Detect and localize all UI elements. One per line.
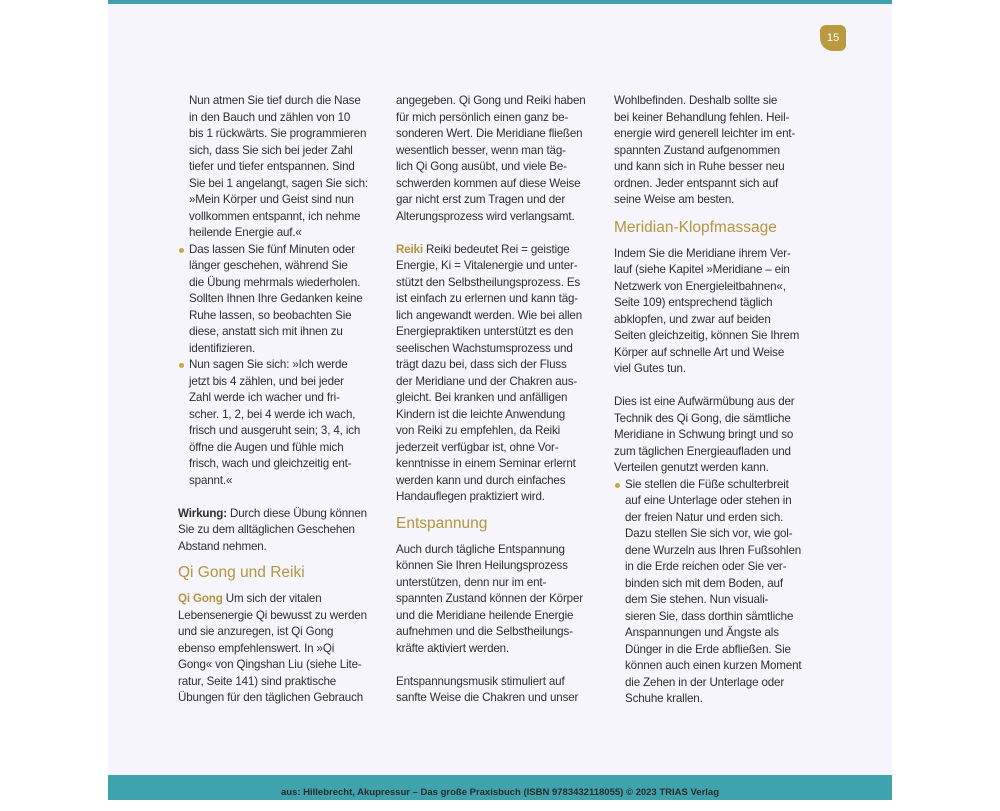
text-line: sich, dass Sie sich bei jeder Zahl: [189, 143, 353, 157]
text-line: sonderen Wert. Die Meridiane fließen: [396, 127, 583, 140]
text-line: jetzt bis 4 zählen, und bei jeder: [189, 374, 344, 388]
text-line: kräfte aktiviert werden.: [396, 641, 510, 655]
text-line: Gong« von Qingshan Liu (siehe Lite-: [178, 658, 362, 671]
text-line: für mich persönlich einen ganz be-: [396, 110, 569, 124]
text-line: ordnen. Jeder entspannt sich auf: [614, 176, 779, 190]
text-line: Dazu stellen Sie sich vor, wie gol-: [625, 527, 793, 540]
text-line: Alterungsprozess wird verlangsamt.: [396, 209, 575, 223]
text-line: ratur, Seite 141) sind praktische: [178, 674, 337, 688]
column-right: [614, 93, 814, 708]
text-line: energie wird generell leichter im ent-: [614, 127, 796, 140]
text-line: lauf (siehe Kapitel »Meridiane – ein: [614, 263, 790, 276]
text-line: ist einfach zu erlernen und kann täg-: [396, 292, 578, 305]
text-line: Kindern ist die leichte Anwendung: [396, 407, 566, 421]
text-line: Lebensenergie Qi bewusst zu werden: [178, 608, 367, 622]
text-line: Entspannungsmusik stimuliert auf: [396, 674, 565, 688]
text-line: Seiten gleichzeitig, können Sie Ihrem: [614, 329, 800, 342]
text-line: frisch, wach und gleichzeitig ent-: [189, 457, 352, 470]
text-line: und kann sich in Ruhe besser neu: [614, 160, 785, 173]
text-line: Wohlbefinden. Deshalb sollte sie: [614, 94, 778, 107]
text-line: länger geschehen, während Sie: [189, 259, 348, 272]
entspannung-paragraph: [396, 542, 596, 658]
text-line: Netzwerk von Energieleitbahnen«,: [614, 279, 786, 293]
text-line: werden kann und durch einfaches: [396, 473, 566, 487]
text-line: Das lassen Sie fünf Minuten oder: [178, 242, 378, 259]
text-line: Körper auf schnelle Art und Weise: [614, 345, 785, 359]
text-line: abklopfen, und zwar auf beiden: [614, 312, 771, 326]
text-line: viel Gutes tun.: [614, 362, 686, 375]
text-line: Ruhe lassen, so beobachten Sie: [189, 308, 352, 322]
reiki-line: [396, 242, 596, 259]
page-number-badge: 15: [820, 25, 846, 51]
text-line: Sollten Ihnen Ihre Gedanken keine: [189, 292, 363, 305]
bullet-item: [178, 357, 378, 489]
text-line: in den Bauch und zählen von 10: [189, 110, 351, 124]
text-line: sieren Sie, dass dorthin sämtliche: [625, 609, 794, 623]
text-line: seelischen Wachstumsprozess und: [396, 341, 573, 355]
text-line: von Reiki zu empfehlen, da Reiki: [396, 424, 561, 437]
qigong-paragraph: [178, 608, 378, 707]
qigong-text: Um sich der vitalen: [222, 592, 322, 605]
text-line: dem Sie stehen. Nun visuali-: [625, 593, 769, 606]
text-line: Seite 109) entsprechend täglich: [614, 296, 773, 309]
text-line: seine Weise am besten.: [614, 193, 735, 206]
text-line: die Übung mehrmals wiederholen.: [189, 275, 361, 289]
text-line: wesentlich besser, wenn man täg-: [396, 143, 566, 157]
continued-paragraph: [396, 93, 596, 225]
text-line: frisch und ausgeruht sein; 3, 4, ich: [189, 424, 361, 437]
wirkung-line: [178, 506, 378, 523]
top-accent-bar: [108, 0, 892, 4]
text-line: und sie anzuregen, ist Qi Gong: [178, 625, 334, 638]
text-line: kenntnisse in einem Seminar erlernt: [396, 457, 576, 470]
text-line: Nun atmen Sie tief durch die Nase: [189, 94, 361, 107]
qigong-line: [178, 591, 378, 608]
text-line: lich Qi Gong ausübt, und viele Be-: [396, 160, 567, 173]
text-line: Sie bei 1 angelangt, sagen Sie sich:: [189, 176, 368, 190]
text-line: Schuhe krallen.: [625, 692, 703, 705]
text-line: bis 1 rückwärts. Sie programmieren: [189, 127, 367, 140]
text-line: Zahl werde ich wacher und fri-: [189, 391, 340, 404]
text-line: trägt dazu bei, dass sich der Fluss: [396, 358, 567, 371]
text-line: identifizieren.: [189, 341, 256, 355]
text-line: Indem Sie die Meridiane ihrem Ver-: [614, 246, 791, 260]
text-line: tiefer und tiefer entspannen. Sind: [189, 160, 355, 173]
text-line: zum täglichen Energieaufladen und: [614, 444, 791, 458]
qigong-label: Qi Gong: [178, 592, 223, 605]
text-line: diese, anstatt sich mit ihnen zu: [189, 325, 343, 338]
text-line: vollkommen entspannt, ich nehme: [189, 209, 361, 223]
text-line: Auch durch tägliche Entspannung: [396, 542, 565, 556]
text-line: und die Meridiane heilende Energie: [396, 608, 574, 622]
text-line: unterstützen, denn nur im ent-: [396, 575, 547, 589]
text-line: können auch einen kurzen Moment: [625, 659, 802, 672]
text-line: Energiepraktiken unterstützt es den: [396, 325, 574, 338]
text-line: gar nicht erst zum Tragen und der: [396, 193, 566, 206]
text-line: Dies ist eine Aufwärmübung aus der: [614, 395, 795, 408]
text-line: Abstand nehmen.: [178, 539, 267, 553]
heading-meridian-klopfmassage: Meridian-Klopfmassage: [614, 218, 777, 236]
wirkung-text: Durch diese Übung können: [226, 506, 367, 520]
text-line: stützt den Selbstheilungsprozess. Es: [396, 275, 581, 289]
continued-paragraph: [614, 93, 814, 209]
intro-paragraph: [178, 93, 378, 242]
aufwaermuebung-paragraph: [614, 394, 814, 477]
klopfmassage-paragraph: [614, 246, 814, 378]
text-line: die Zehen in der Unterlage oder: [625, 675, 785, 689]
text-line: Anspannungen und Ängste als: [625, 626, 779, 639]
text-line: spannten Zustand aufgenommen: [614, 143, 780, 157]
wirkung-paragraph: [178, 522, 378, 555]
reiki-paragraph: [396, 258, 596, 506]
text-line: Sie stellen die Füße schulterbreit: [614, 477, 814, 494]
text-line: in die Erde reichen oder Sie ver-: [625, 560, 787, 573]
text-line: der freien Natur und erden sich.: [625, 510, 784, 524]
text-line: Energie, Ki = Vitalenergie und unter-: [396, 259, 578, 272]
text-line: scher. 1, 2, bei 4 werde ich wach,: [189, 407, 356, 421]
heading-entspannung: Entspannung: [396, 514, 488, 532]
text-line: öffne die Augen und fühle mich: [189, 440, 344, 454]
text-line: der Meridiane und der Chakren aus-: [396, 374, 578, 388]
text-line: Sie zu dem alltäglichen Geschehen: [178, 523, 355, 536]
text-line: schwerden kommen auf diese Weise: [396, 176, 581, 190]
text-line: lich angewandt werden. Wie bei allen: [396, 308, 583, 322]
text-line: »Mein Körper und Geist sind nun: [189, 193, 354, 206]
text-line: angegeben. Qi Gong und Reiki haben: [396, 94, 586, 107]
text-line: Übungen für den täglichen Gebrauch: [178, 691, 364, 704]
text-line: dene Wurzeln aus Ihren Fußsohlen: [625, 543, 802, 557]
text-line: Dünger in die Erde abfließen. Sie: [625, 642, 791, 656]
text-line: binden sich mit dem Boden, auf: [625, 576, 783, 590]
heading-qigong-reiki: Qi Gong und Reiki: [178, 564, 305, 581]
text-line: spannten Zustand können der Körper: [396, 592, 583, 605]
text-line: spannt.«: [189, 473, 233, 487]
text-line: Meridiane in Schwung bringt und so: [614, 428, 794, 441]
text-line: gleicht. Bei kranken und anfälligen: [396, 391, 568, 404]
text-line: Handauflegen praktiziert wird.: [396, 490, 545, 503]
text-line: Technik des Qi Gong, die sämtliche: [614, 411, 791, 425]
text-line: heilende Energie auf.«: [189, 226, 302, 239]
musik-paragraph: [396, 674, 596, 707]
text-line: auf eine Unterlage oder stehen in: [625, 494, 792, 507]
text-line: können Sie Ihren Heilungsprozess: [396, 559, 568, 572]
text-line: Verteilen genutzt werden kann.: [614, 461, 769, 474]
text-line: bei keiner Behandlung fehlen. Heil-: [614, 110, 790, 124]
reiki-label: Reiki: [396, 242, 423, 256]
bullet-item: [614, 477, 814, 708]
reiki-text: Reiki bedeutet Rei = geistige: [422, 242, 570, 256]
text-line: aufnehmen und die Selbstheilungs-: [396, 625, 573, 638]
wirkung-label: Wirkung:: [178, 506, 227, 520]
text-line: ebenso empfehlenswert. In »Qi: [178, 641, 335, 655]
text-line: jederzeit verfügbar ist, ohne Vor-: [396, 440, 559, 454]
column-left: [178, 93, 378, 707]
column-middle: [396, 93, 596, 707]
text-line: Nun sagen Sie sich: »Ich werde: [178, 357, 378, 374]
text-line: sanfte Weise die Chakren und unser: [396, 691, 579, 704]
bullet-item: [178, 242, 378, 358]
footer-source-credit: aus: Hillebrecht, Akupressur – Das große Praxisbuch (ISBN 9783432118055) © 2023 TRIAS Verlag: [108, 775, 892, 800]
